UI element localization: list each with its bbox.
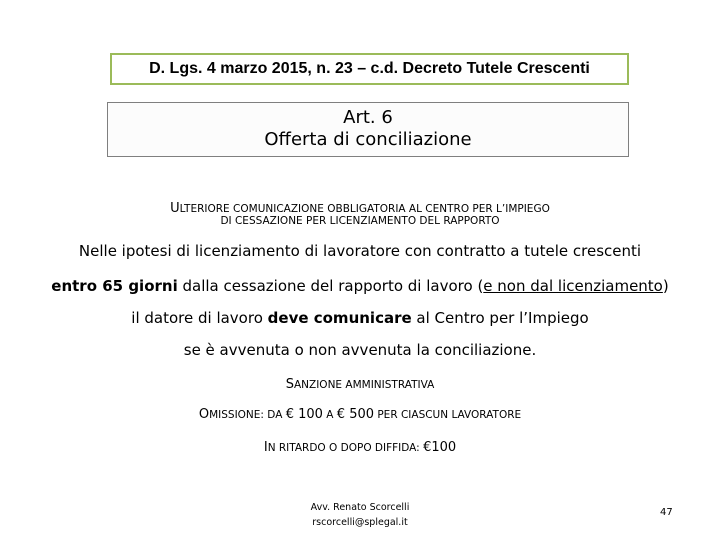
must-communicate-emphasis: deve comunicare xyxy=(267,309,412,327)
subtitle-line-1-rest: LTERIORE COMUNICAZIONE OBBLIGATORIA AL CENTRO PER L’IMPIEGO xyxy=(179,203,550,215)
subtitle-line-2 xyxy=(0,215,720,227)
omission-tail: PER CIASCUN LAVORATORE xyxy=(374,409,522,421)
body-paragraph-4 xyxy=(0,341,720,359)
omission-a: A xyxy=(322,409,337,421)
late-amount: €100 xyxy=(423,440,457,455)
late-penalty xyxy=(0,436,720,455)
omission-label: MISSIONE: xyxy=(209,409,268,421)
subtitle-line-2-text: DI CESSAZIONE PER LICENZIAMENTO DEL RAPPORTO xyxy=(220,215,500,227)
subtitle-line-1-initial: U xyxy=(170,201,180,216)
body-paragraph-3 xyxy=(0,309,720,327)
subtitle-line-1 xyxy=(0,197,720,216)
footer-author-block xyxy=(260,500,460,530)
footer-author-email: rscorcelli@splegal.it xyxy=(312,517,408,528)
deadline-emphasis: entro 65 giorni xyxy=(51,277,178,295)
not-from-dismissal-note: e non dal licenziamento xyxy=(483,277,663,295)
omission-max-amount: € 500 xyxy=(336,407,375,422)
body-paragraph-2-close: ) xyxy=(662,277,669,295)
late-initial: I xyxy=(263,440,268,455)
body-paragraph-2-middle: dalla cessazione del rapporto di lavoro ( xyxy=(177,277,484,295)
footer-author-name: Avv. Renato Scorcelli xyxy=(310,502,410,513)
body-paragraph-4-text: se è avvenuta o non avvenuta la conciliazione. xyxy=(183,341,537,359)
body-paragraph-1-text: Nelle ipotesi di licenziamento di lavoratore con contratto a tutele crescenti xyxy=(78,242,642,260)
article-number: Art. 6 xyxy=(343,107,393,128)
article-title: Offerta di conciliazione xyxy=(264,129,472,150)
sanction-heading xyxy=(0,373,720,392)
sanction-heading-initial: S xyxy=(285,377,294,392)
document-header-title xyxy=(110,53,629,85)
sanction-heading-rest: ANZIONE AMMINISTRATIVA xyxy=(293,379,435,391)
body-paragraph-1 xyxy=(0,242,720,260)
header-title-text: D. Lgs. 4 marzo 2015, n. 23 – c.d. Decreto Tutele Crescenti xyxy=(149,60,590,77)
omission-min-amount: € 100 xyxy=(285,407,323,422)
omission-da: DA xyxy=(267,409,286,421)
omission-initial: O xyxy=(198,407,210,422)
article-box xyxy=(107,102,629,157)
late-label: N RITARDO O DOPO DIFFIDA: xyxy=(267,442,424,454)
page-number: 47 xyxy=(660,507,673,518)
body-paragraph-2 xyxy=(0,277,720,295)
body-paragraph-3-start: il datore di lavoro xyxy=(131,309,268,327)
body-paragraph-3-end: al Centro per l’Impiego xyxy=(411,309,589,327)
omission-penalty xyxy=(0,403,720,422)
